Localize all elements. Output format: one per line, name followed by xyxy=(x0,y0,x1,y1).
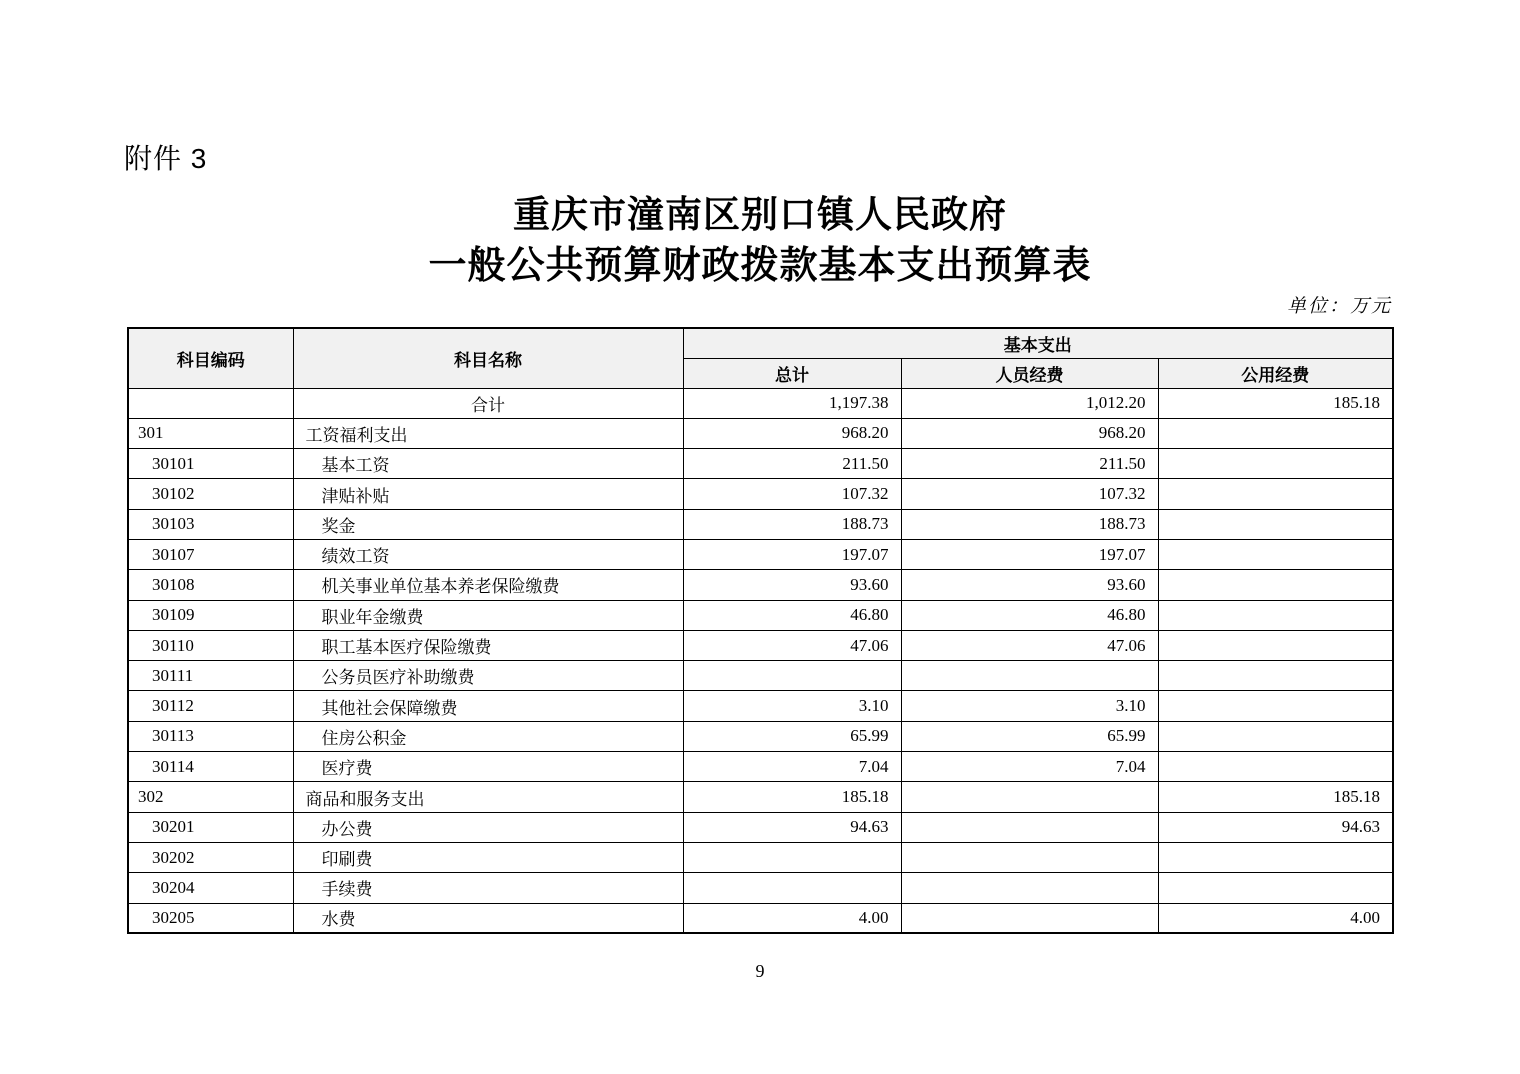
personnel-cell: 968.20 xyxy=(901,418,1158,448)
total-cell: 46.80 xyxy=(683,600,901,630)
total-cell: 185.18 xyxy=(683,782,901,812)
name-cell: 工资福利支出 xyxy=(293,418,683,448)
name-cell: 基本工资 xyxy=(293,449,683,479)
personnel-cell xyxy=(901,873,1158,903)
code-cell: 30204 xyxy=(128,873,293,903)
personnel-cell: 93.60 xyxy=(901,570,1158,600)
code-cell: 30201 xyxy=(128,812,293,842)
personnel-cell: 3.10 xyxy=(901,691,1158,721)
code-cell: 30110 xyxy=(128,630,293,660)
total-cell: 7.04 xyxy=(683,752,901,782)
total-cell xyxy=(683,842,901,872)
total-cell: 197.07 xyxy=(683,539,901,569)
personnel-cell: 1,012.20 xyxy=(901,388,1158,418)
personnel-cell: 47.06 xyxy=(901,630,1158,660)
code-cell: 30109 xyxy=(128,600,293,630)
public-cell: 185.18 xyxy=(1158,388,1393,418)
total-cell: 47.06 xyxy=(683,630,901,660)
total-cell: 65.99 xyxy=(683,721,901,751)
name-cell: 办公费 xyxy=(293,812,683,842)
table-row xyxy=(128,661,1393,691)
total-cell: 107.32 xyxy=(683,479,901,509)
header-total: 总计 xyxy=(683,358,901,388)
public-cell xyxy=(1158,479,1393,509)
public-cell xyxy=(1158,630,1393,660)
table-row xyxy=(128,842,1393,872)
total-cell: 211.50 xyxy=(683,449,901,479)
public-cell xyxy=(1158,691,1393,721)
personnel-cell xyxy=(901,661,1158,691)
code-cell: 30205 xyxy=(128,903,293,933)
public-cell xyxy=(1158,842,1393,872)
code-cell: 302 xyxy=(128,782,293,812)
document-title-line2: 一般公共预算财政拨款基本支出预算表 xyxy=(428,245,1092,287)
name-cell: 水费 xyxy=(293,903,683,933)
public-cell: 94.63 xyxy=(1158,812,1393,842)
personnel-cell xyxy=(901,842,1158,872)
table-row xyxy=(128,449,1393,479)
table-row xyxy=(128,630,1393,660)
code-cell: 30111 xyxy=(128,661,293,691)
personnel-cell xyxy=(901,903,1158,933)
total-cell: 4.00 xyxy=(683,903,901,933)
total-cell xyxy=(683,873,901,903)
header-subject-name: 科目名称 xyxy=(293,328,683,388)
name-cell: 机关事业单位基本养老保险缴费 xyxy=(293,570,683,600)
header-personnel-funds: 人员经费 xyxy=(901,358,1158,388)
name-cell: 职工基本医疗保险缴费 xyxy=(293,630,683,660)
public-cell xyxy=(1158,721,1393,751)
header-basic-expenditure-group: 基本支出 xyxy=(683,328,1393,358)
code-cell: 30202 xyxy=(128,842,293,872)
public-cell: 185.18 xyxy=(1158,782,1393,812)
name-cell: 手续费 xyxy=(293,873,683,903)
personnel-cell: 46.80 xyxy=(901,600,1158,630)
public-cell xyxy=(1158,661,1393,691)
name-cell: 津贴补贴 xyxy=(293,479,683,509)
personnel-cell: 197.07 xyxy=(901,539,1158,569)
table-row xyxy=(128,539,1393,569)
total-cell: 188.73 xyxy=(683,509,901,539)
page-number: 9 xyxy=(755,961,765,981)
code-cell: 30108 xyxy=(128,570,293,600)
table-row xyxy=(128,388,1393,418)
code-cell: 30114 xyxy=(128,752,293,782)
total-cell: 1,197.38 xyxy=(683,388,901,418)
table-row xyxy=(128,903,1393,933)
total-cell xyxy=(683,661,901,691)
personnel-cell: 107.32 xyxy=(901,479,1158,509)
document-title-line1: 重庆市潼南区别口镇人民政府 xyxy=(513,195,1007,236)
public-cell xyxy=(1158,418,1393,448)
personnel-cell: 211.50 xyxy=(901,449,1158,479)
total-cell: 94.63 xyxy=(683,812,901,842)
header-public-funds: 公用经费 xyxy=(1158,358,1393,388)
table-row xyxy=(128,721,1393,751)
public-cell xyxy=(1158,509,1393,539)
name-cell: 医疗费 xyxy=(293,752,683,782)
table-row xyxy=(128,691,1393,721)
personnel-cell xyxy=(901,812,1158,842)
unit-note: 单位：万元 xyxy=(1286,296,1392,317)
table-row xyxy=(128,873,1393,903)
table-row xyxy=(128,570,1393,600)
code-cell: 30103 xyxy=(128,509,293,539)
name-cell: 商品和服务支出 xyxy=(293,782,683,812)
public-cell xyxy=(1158,873,1393,903)
table-row xyxy=(128,600,1393,630)
table-row xyxy=(128,418,1393,448)
code-cell xyxy=(128,388,293,418)
table-row xyxy=(128,812,1393,842)
table-row xyxy=(128,752,1393,782)
code-cell: 30107 xyxy=(128,539,293,569)
attachment-label: 附件 3 xyxy=(124,143,208,174)
personnel-cell: 7.04 xyxy=(901,752,1158,782)
personnel-cell: 65.99 xyxy=(901,721,1158,751)
public-cell xyxy=(1158,539,1393,569)
table-row xyxy=(128,782,1393,812)
total-cell: 968.20 xyxy=(683,418,901,448)
personnel-cell: 188.73 xyxy=(901,509,1158,539)
code-cell: 30113 xyxy=(128,721,293,751)
public-cell xyxy=(1158,600,1393,630)
budget-table xyxy=(127,327,1394,934)
name-cell: 合计 xyxy=(293,388,683,418)
name-cell: 职业年金缴费 xyxy=(293,600,683,630)
budget-table-body xyxy=(128,388,1393,933)
personnel-cell xyxy=(901,782,1158,812)
total-cell: 93.60 xyxy=(683,570,901,600)
name-cell: 绩效工资 xyxy=(293,539,683,569)
name-cell: 公务员医疗补助缴费 xyxy=(293,661,683,691)
table-row xyxy=(128,479,1393,509)
code-cell: 301 xyxy=(128,418,293,448)
public-cell xyxy=(1158,449,1393,479)
name-cell: 其他社会保障缴费 xyxy=(293,691,683,721)
public-cell: 4.00 xyxy=(1158,903,1393,933)
public-cell xyxy=(1158,570,1393,600)
code-cell: 30102 xyxy=(128,479,293,509)
total-cell: 3.10 xyxy=(683,691,901,721)
code-cell: 30101 xyxy=(128,449,293,479)
code-cell: 30112 xyxy=(128,691,293,721)
public-cell xyxy=(1158,752,1393,782)
budget-table-header xyxy=(128,328,1393,388)
name-cell: 住房公积金 xyxy=(293,721,683,751)
table-row xyxy=(128,509,1393,539)
name-cell: 印刷费 xyxy=(293,842,683,872)
header-subject-code: 科目编码 xyxy=(128,328,293,388)
name-cell: 奖金 xyxy=(293,509,683,539)
